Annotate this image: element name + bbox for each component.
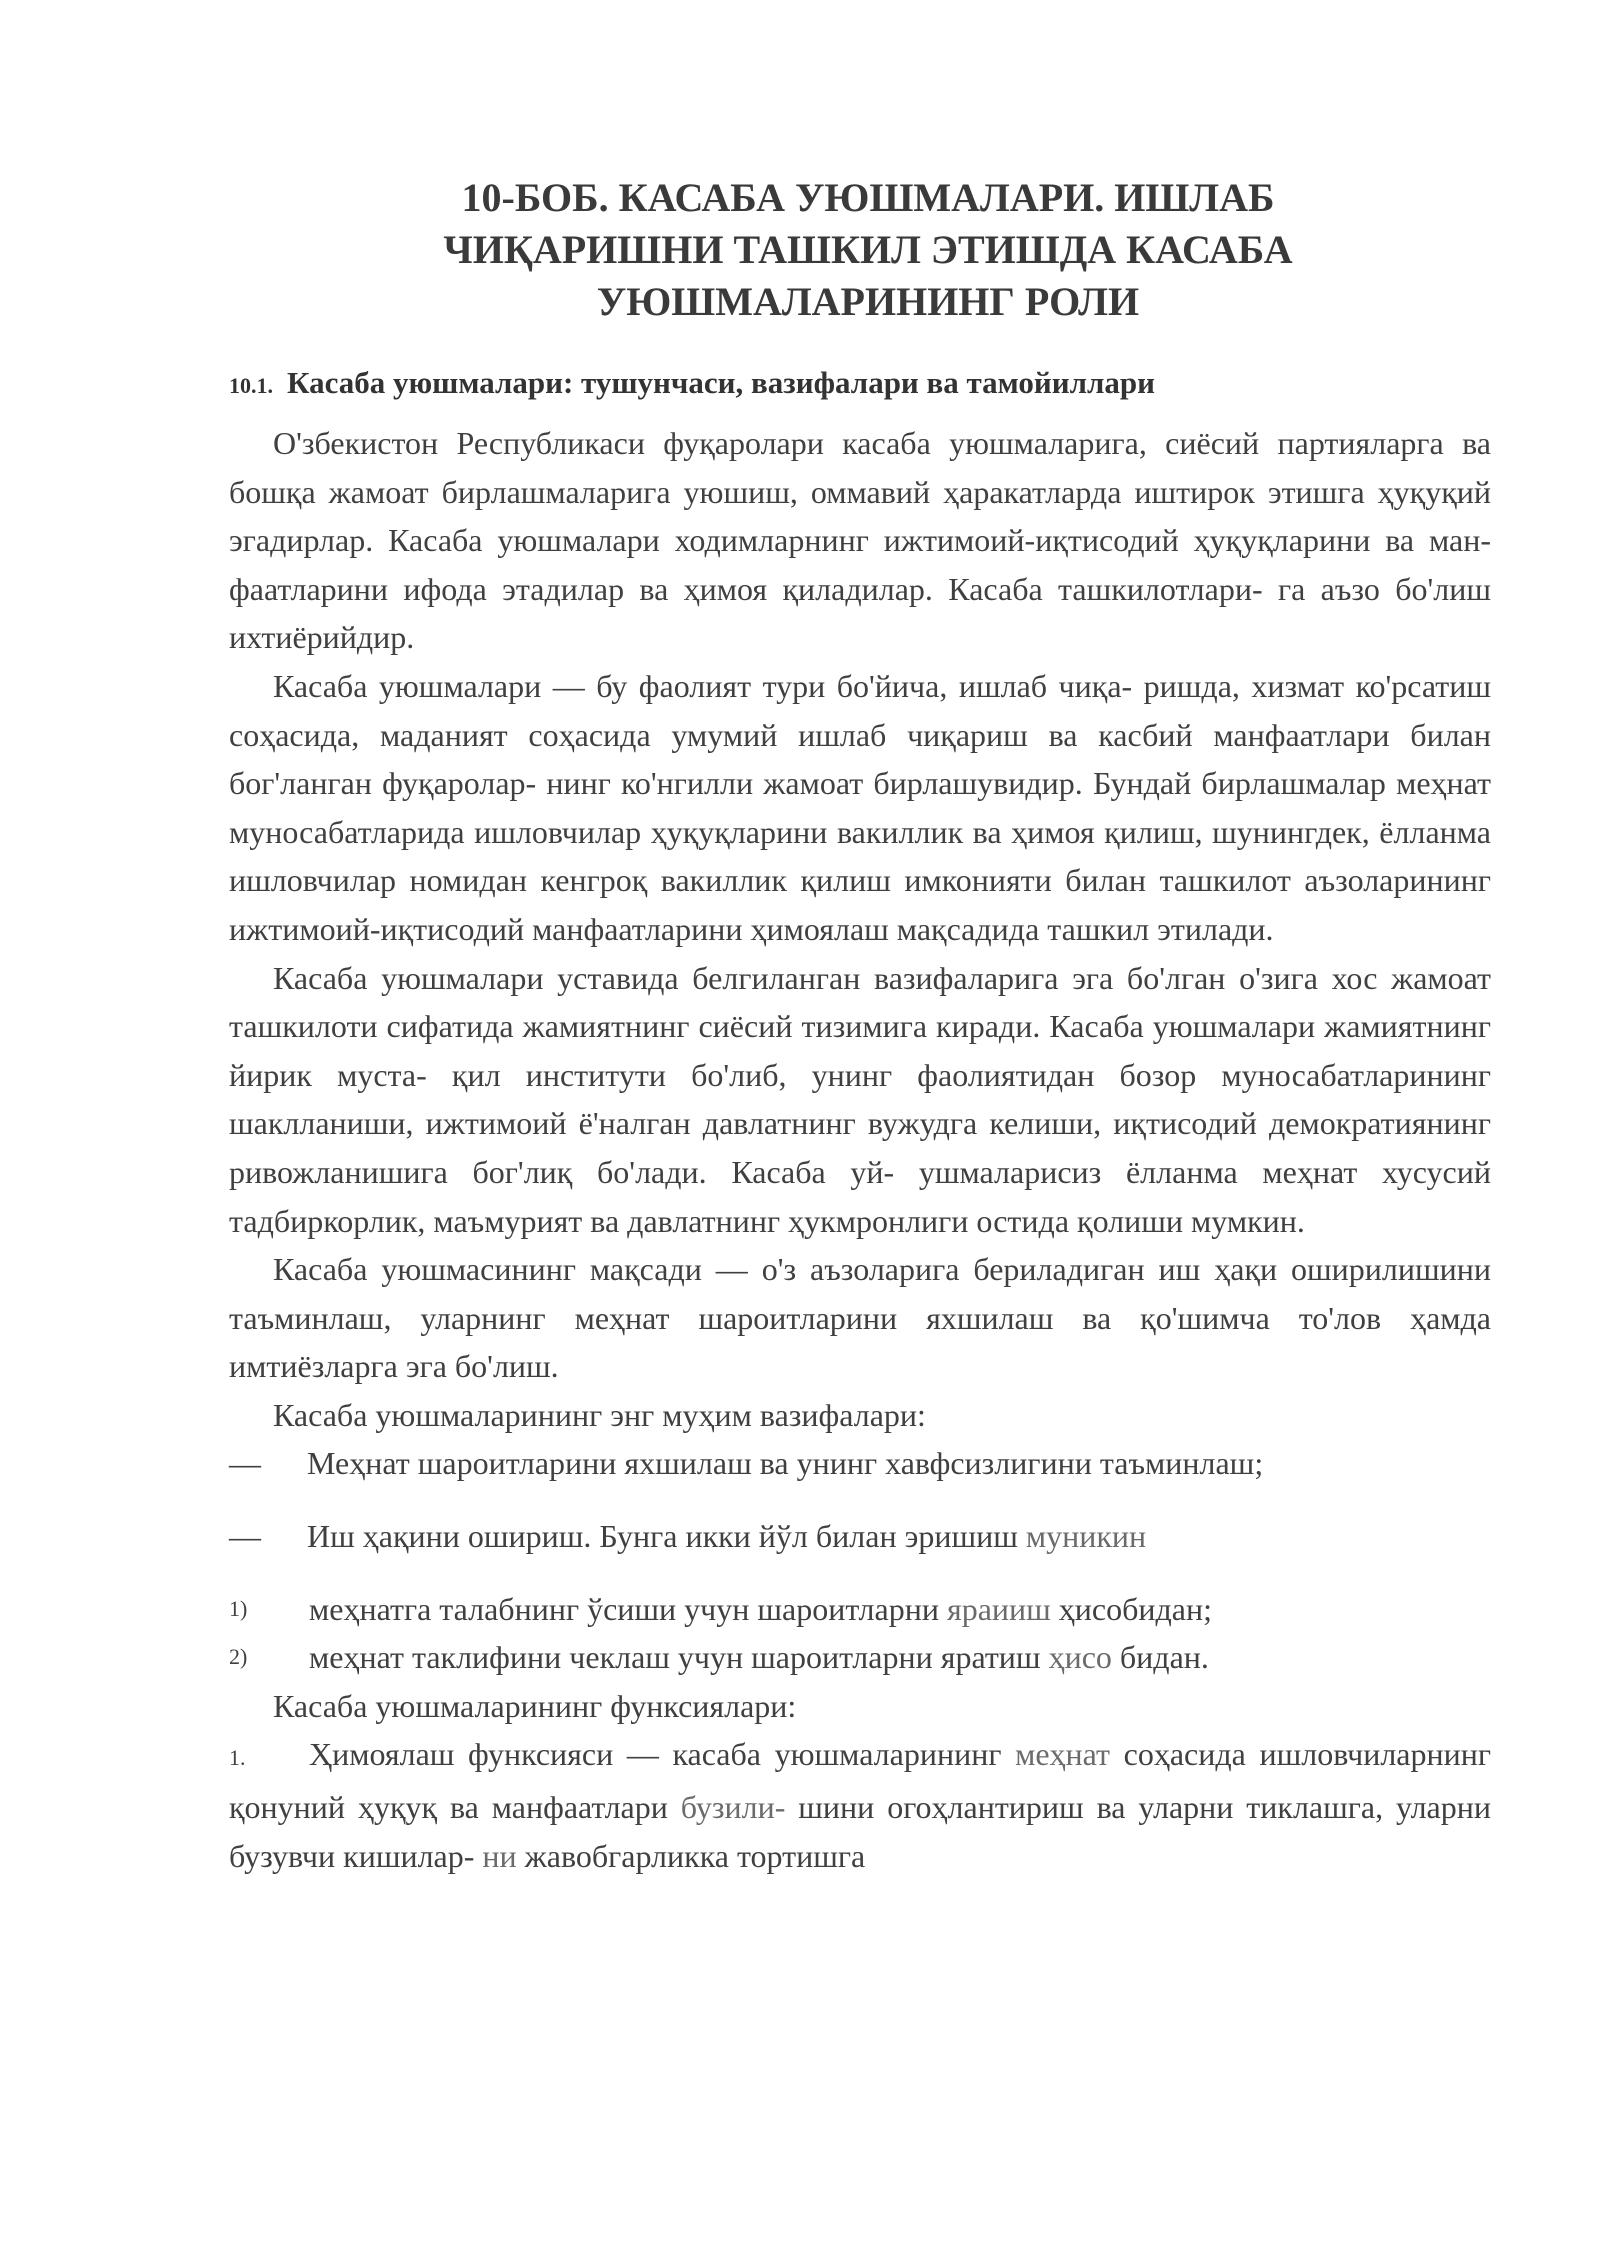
section-title: Касаба уюшмалари: тушунчаси, вазифалари ва тамойиллари [287,365,1155,400]
body-text [229,419,1491,1880]
task-text [307,1512,1146,1561]
tasks-intro: Касаба уюшмаларининг энг муҳим вазифалари: [273,1396,926,1433]
numbered-item [229,1585,1491,1634]
paragraph: Касаба уюшмалари — бу фаолият тури бо'йича, ишлаб чиқа- ришда, хизмат ко'рсатиш соҳасида, маданият соҳасида умумий ишлаб чиқариш ва касбий манфаатлари билан бог'ланган фуқаролар- нинг ко'нгилли жамоат бирлашувидир. Бундай бирлашмалар меҳнат муносабатларида ишловчилар ҳуқуқларини вакиллик ва ҳимоя қилиш, шунингдек, ёлланма ишловчилар номидан кенгроқ вакиллик қилиш имконияти билан ташкилот аъзоларининг ижтимоий-иқтисодий манфаатларини ҳимоялаш мақсадида ташкил этилади. [229,667,1491,947]
text-part-soft: яраииш [946,1590,1051,1627]
paragraph: O'збекистон Республикаси фуқаролари касаба уюшмаларига, сиёсий партияларга ва бошқа жамоат бирлашмаларига уюшиш, оммавий ҳаракатларда иштирок этишга ҳуқуқий эгадирлар. Касаба уюшмалари ходимларнинг ижтимоий-иқтисодий ҳуқуқларини ва ман- фаатларини ифода этадилар ва ҳимоя қиладилар. Касаба ташкилотлари- га аъзо бо'лиш ихтиёрийдир. [229,425,1491,656]
text-part: жавобгарликка тортишга [516,1837,866,1874]
task-text-main: Меҳнат шароитларини яхшилаш ва унинг хавфсизлигини таъминлаш; [307,1445,1264,1482]
task-list-item [229,1439,1491,1488]
text-part: Ҳимоялаш функсияси — касаба уюшмаларининг [309,1736,1016,1773]
paragraph: Касаба уюшмасининг мақсади — о'з аъзоларига бериладиган иш ҳақи оширилишини таъминлаш, уларнинг меҳнат шароитларини яхшилаш ва қо'шимча то'лов ҳамда имтиёзларга эга бо'лиш. [229,1251,1491,1385]
task-text-soft: муникин [1025,1518,1147,1555]
dash-marker: — [229,1518,261,1555]
chapter-title-line: УЮШМАЛАРИНИНГ РОЛИ [596,279,1140,324]
dash-marker: — [229,1445,261,1482]
item-number: 1. [229,1745,246,1771]
text-part: меҳнат таклифини чеклаш учун шароитларни яратиш [309,1639,1049,1676]
text-part-soft: ҳисо [1048,1639,1112,1676]
chapter-title-line: ЧИҚАРИШНИ ТАШКИЛ ЭТИШДА КАСАБА [443,227,1293,272]
item-number: 2) [229,1644,248,1670]
chapter-title [245,172,1491,328]
text-part: шини огоҳлантириш ва уларни тиклашга, уларни бузувчи кишилар- [229,1789,1492,1874]
section-number: 10.1. [229,373,273,398]
task-text-main: Иш ҳақини ошириш. Бунга икки йўл билан эришиш [307,1518,1026,1555]
text-part-soft: меҳнат [1015,1736,1111,1773]
chapter-title-line: 10-БОБ. КАСАБА УЮШМАЛАРИ. ИШЛАБ [461,175,1275,220]
text-part: бидан. [1111,1639,1209,1676]
numbered-item-text [309,1585,1212,1634]
function-item [229,1730,1491,1880]
document-page [229,172,1491,1880]
text-part: ҳисобидан; [1050,1590,1213,1627]
task-list-item [229,1512,1491,1561]
numbered-item [229,1633,1491,1682]
section-heading [229,362,1491,407]
item-number: 1) [229,1595,248,1621]
text-part: меҳнатга талабнинг ўсиши учун шароитларни [309,1590,947,1627]
task-text [307,1439,1263,1488]
text-part: соҳасида ишловчиларнинг қонуний ҳуқуқ ва манфаатлари [229,1736,1492,1826]
functions-intro: Касаба уюшмаларининг функсиялари: [273,1687,797,1724]
text-part-soft: бузили- [680,1789,786,1826]
paragraph: Касаба уюшмалари уставида белгиланган вазифаларига эга бо'лган о'зига хос жамоат ташкилоти сифатида жамиятнинг сиёсий тизимига киради. Касаба уюшмалари жамиятнинг йирик муста- қил институти бо'либ, унинг фаолиятидан бозор муносабатларининг шаклланиши, ижтимоий ё'налган давлатнинг вужудга келиши, иқтисодий демократиянинг ривожланишига бог'лиқ бо'лади. Касаба уй- ушмаларисиз ёлланма меҳнат хусусий тадбиркорлик, маъмурият ва давлатнинг ҳукмронлиги остида қолиши мумкин. [229,959,1491,1239]
text-part-soft: ни [482,1837,517,1874]
numbered-item-text [309,1633,1209,1682]
